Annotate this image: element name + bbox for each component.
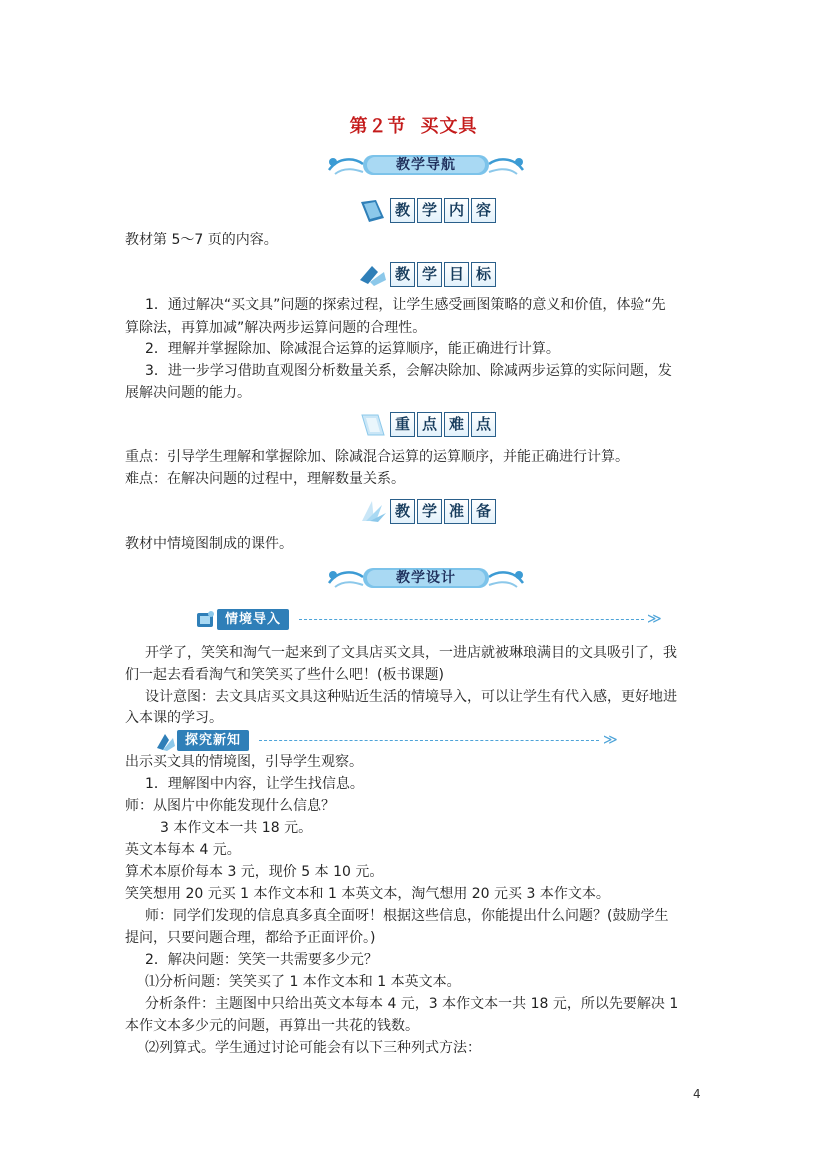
header-char: 学 bbox=[417, 499, 442, 524]
content-text: 教材第 5～7 页的内容。 bbox=[125, 232, 278, 248]
banner-label: 探究新知 bbox=[177, 730, 249, 751]
intro-line: 设计意图：去文具店买文具这种贴近生活的情境导入，可以让学生有代入感，更好地进 bbox=[145, 689, 677, 705]
header-char: 标 bbox=[471, 262, 496, 287]
lesson-name: 买文具 bbox=[420, 116, 478, 137]
ribbon-label: 教学导航 bbox=[396, 157, 456, 173]
book-icon bbox=[358, 198, 388, 224]
section-number: 第２节 bbox=[349, 116, 407, 137]
key-point-line: 难点：在解决问题的过程中，理解数量关系。 bbox=[125, 471, 405, 487]
key-point-line: 重点：引导学生理解和掌握除加、除减混合运算的运算顺序，并能正确进行计算。 bbox=[125, 449, 629, 465]
header-char: 学 bbox=[417, 262, 442, 287]
notes-icon bbox=[358, 412, 388, 438]
banner-scenario-intro bbox=[195, 608, 665, 632]
explore-line: 分析条件：主题图中只给出英文本每本 4 元，3 本作文本一共 18 元，所以先要解决 1 bbox=[145, 996, 679, 1012]
section-header-preparation bbox=[358, 497, 508, 527]
header-char: 教 bbox=[390, 198, 415, 223]
explore-line: 笑笑想用 20 元买 1 本作文本和 1 本英文本，淘气想用 20 元买 3 本作文本。 bbox=[125, 886, 610, 902]
explore-line: 2．解决问题：笑笑一共需要多少元？ bbox=[145, 952, 378, 968]
header-char: 重 bbox=[390, 412, 415, 437]
goal-line: 展解决问题的能力。 bbox=[125, 385, 251, 401]
fan-icon bbox=[358, 499, 388, 525]
double-arrow-icon: ≫ bbox=[603, 732, 618, 748]
explore-line: 师：从图片中你能发现什么信息？ bbox=[125, 798, 335, 814]
section-header-content bbox=[358, 196, 508, 226]
double-arrow-icon: ≫ bbox=[647, 611, 662, 627]
ribbon-teaching-design bbox=[325, 561, 527, 595]
dashed-line bbox=[259, 740, 599, 741]
banner-explore-new bbox=[155, 729, 625, 753]
lesson-title bbox=[0, 112, 827, 138]
explore-line: 提问，只要问题合理，都给予正面评价。) bbox=[125, 930, 376, 946]
explore-line: 本作文本多少元的问题，再算出一共花的钱数。 bbox=[125, 1018, 419, 1034]
preparation-text: 教材中情境图制成的课件。 bbox=[125, 536, 293, 552]
ribbon-label: 教学设计 bbox=[396, 570, 456, 586]
explore-line: 算术本原价每本 3 元，现价 5 本 10 元。 bbox=[125, 864, 384, 880]
intro-line: 开学了，笑笑和淘气一起来到了文具店买文具，一进店就被琳琅满目的文具吸引了，我 bbox=[145, 645, 677, 661]
header-char: 点 bbox=[471, 412, 496, 437]
ribbon-teaching-guide bbox=[325, 148, 527, 182]
header-char: 目 bbox=[444, 262, 469, 287]
intro-line: 入本课的学习。 bbox=[125, 710, 223, 726]
explore-line: 英文本每本 4 元。 bbox=[125, 842, 241, 858]
section-header-goals bbox=[358, 260, 508, 290]
header-char: 学 bbox=[417, 198, 442, 223]
header-char: 教 bbox=[390, 499, 415, 524]
explore-line: 师：同学们发现的信息真多真全面呀！根据这些信息，你能提出什么问题？(鼓励学生 bbox=[145, 908, 669, 924]
explore-line: 出示买文具的情境图，引导学生观察。 bbox=[125, 754, 363, 770]
header-char: 难 bbox=[444, 412, 469, 437]
explore-line: ⑵列算式。学生通过讨论可能会有以下三种列式方法： bbox=[145, 1040, 481, 1056]
header-char: 容 bbox=[471, 198, 496, 223]
header-char: 准 bbox=[444, 499, 469, 524]
banner-label: 情境导入 bbox=[217, 609, 289, 630]
goal-line: 1．通过解决“买文具”问题的探索过程，让学生感受画图策略的意义和价值，体验“先 bbox=[145, 297, 666, 313]
goal-line: 算除法，再算加减”解决两步运算问题的合理性。 bbox=[125, 320, 427, 336]
target-icon bbox=[358, 262, 388, 288]
page-number: 4 bbox=[693, 1087, 701, 1101]
explore-icon bbox=[155, 730, 177, 752]
section-header-key-points bbox=[358, 410, 508, 440]
explore-line: ⑴分析问题：笑笑买了 1 本作文本和 1 本英文本。 bbox=[145, 974, 461, 990]
goal-line: 3．进一步学习借助直观图分析数量关系，会解决除加、除减两步运算的实际问题，发 bbox=[145, 363, 672, 379]
header-char: 教 bbox=[390, 262, 415, 287]
header-char: 点 bbox=[417, 412, 442, 437]
dashed-line bbox=[299, 619, 644, 620]
explore-line: 1．理解图中内容，让学生找信息。 bbox=[145, 776, 364, 792]
intro-line: 们一起去看看淘气和笑笑买了些什么吧！(板书课题) bbox=[125, 667, 444, 683]
header-char: 备 bbox=[471, 499, 496, 524]
picture-icon bbox=[195, 609, 217, 631]
header-char: 内 bbox=[444, 198, 469, 223]
goal-line: 2．理解并掌握除加、除减混合运算的运算顺序，能正确进行计算。 bbox=[145, 341, 560, 357]
explore-line: 3 本作文本一共 18 元。 bbox=[160, 820, 313, 836]
